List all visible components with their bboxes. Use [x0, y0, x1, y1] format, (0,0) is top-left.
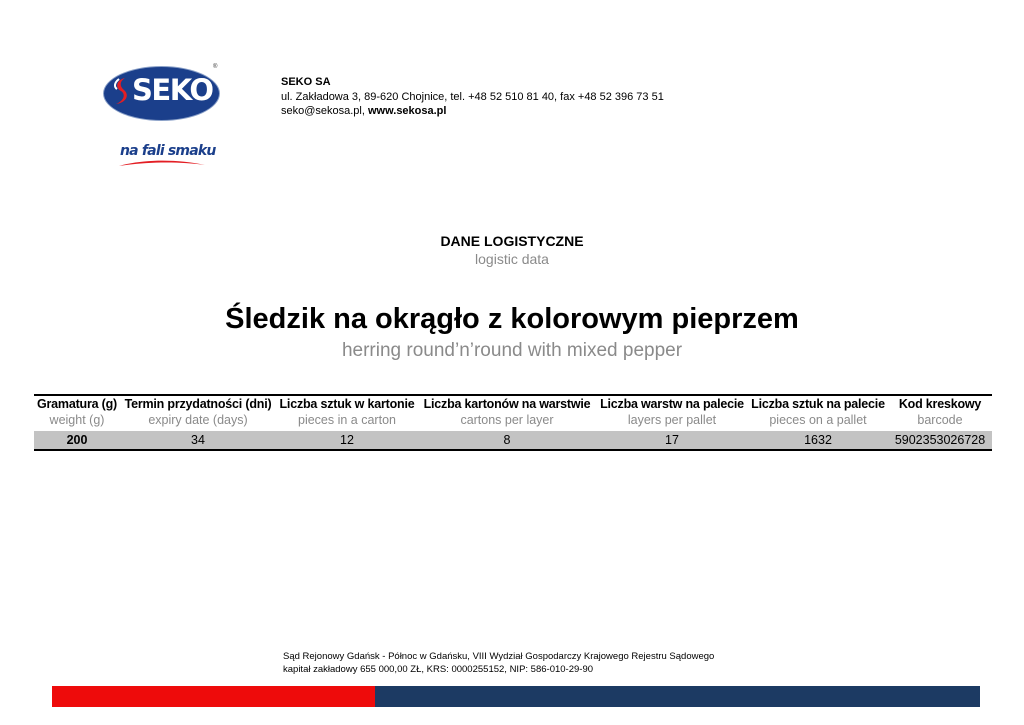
company-contact [281, 104, 664, 119]
column-header: Gramatura (g) [36, 397, 118, 411]
column-header: Liczba warstw na palecie [600, 397, 744, 411]
column-header: Liczba kartonów na warstwie [423, 397, 591, 411]
company-email[interactable]: seko@sekosa.pl, [281, 105, 368, 117]
product-title: Śledzik na okrągło z kolorowym pieprzem [225, 303, 799, 335]
footer-court-registry: Sąd Rejonowy Gdańsk - Północ w Gdańsku, VIII Wydział Gospodarczy Krajowego Rejestru Sądowego [283, 651, 715, 662]
logo-tagline: na fali smaku [120, 143, 216, 159]
column-subheader: pieces in a carton [298, 413, 396, 427]
logistics-table [34, 394, 992, 450]
tagline-swoosh-icon [118, 158, 206, 168]
column-value: 1632 [804, 433, 832, 447]
table-top-rule [34, 394, 992, 396]
column-header: Kod kreskowy [898, 397, 982, 411]
company-name: SEKO SA [281, 76, 331, 88]
column-subheader: pieces on a pallet [769, 413, 867, 427]
fish-mark-icon [110, 76, 132, 106]
column-value: 17 [665, 433, 679, 447]
footer-capital-ids: kapitał zakładowy 655 000,00 ZŁ, KRS: 0000255152, NIP: 586-010-29-90 [283, 664, 594, 675]
column-header: Liczba sztuk w kartonie [279, 397, 415, 411]
column-header: Termin przydatności (dni) [124, 397, 272, 411]
column-value: 12 [340, 433, 354, 447]
footer-bar-blue [375, 686, 980, 707]
column-subheader: weight (g) [49, 413, 105, 427]
company-address: ul. Zakładowa 3, 89-620 Chojnice, tel. +48 52 510 81 40, fax +48 52 396 73 51 [281, 90, 664, 103]
column-value: 34 [191, 433, 205, 447]
column-subheader: cartons per layer [460, 413, 554, 427]
section-subtitle: logistic data [475, 251, 549, 267]
product-subtitle: herring round’n’round with mixed pepper [341, 340, 683, 361]
company-website[interactable]: www.sekosa.pl [368, 105, 447, 117]
table-bottom-rule [34, 449, 992, 451]
column-subheader: expiry date (days) [148, 413, 248, 427]
column-value: 5902353026728 [894, 433, 986, 447]
column-subheader: layers per pallet [627, 413, 717, 427]
seko-logo [100, 62, 224, 174]
column-value: 200 [66, 433, 88, 447]
column-value: 8 [503, 433, 511, 447]
logo-brand-text: SEKO [132, 73, 213, 107]
footer-bar-red [52, 686, 375, 707]
column-header: Liczba sztuk na palecie [751, 397, 885, 411]
column-subheader: barcode [917, 413, 963, 427]
registered-mark: ® [213, 64, 218, 70]
section-title: DANE LOGISTYCZNE [440, 233, 584, 249]
company-info [281, 75, 664, 119]
legal-footer [283, 650, 714, 676]
